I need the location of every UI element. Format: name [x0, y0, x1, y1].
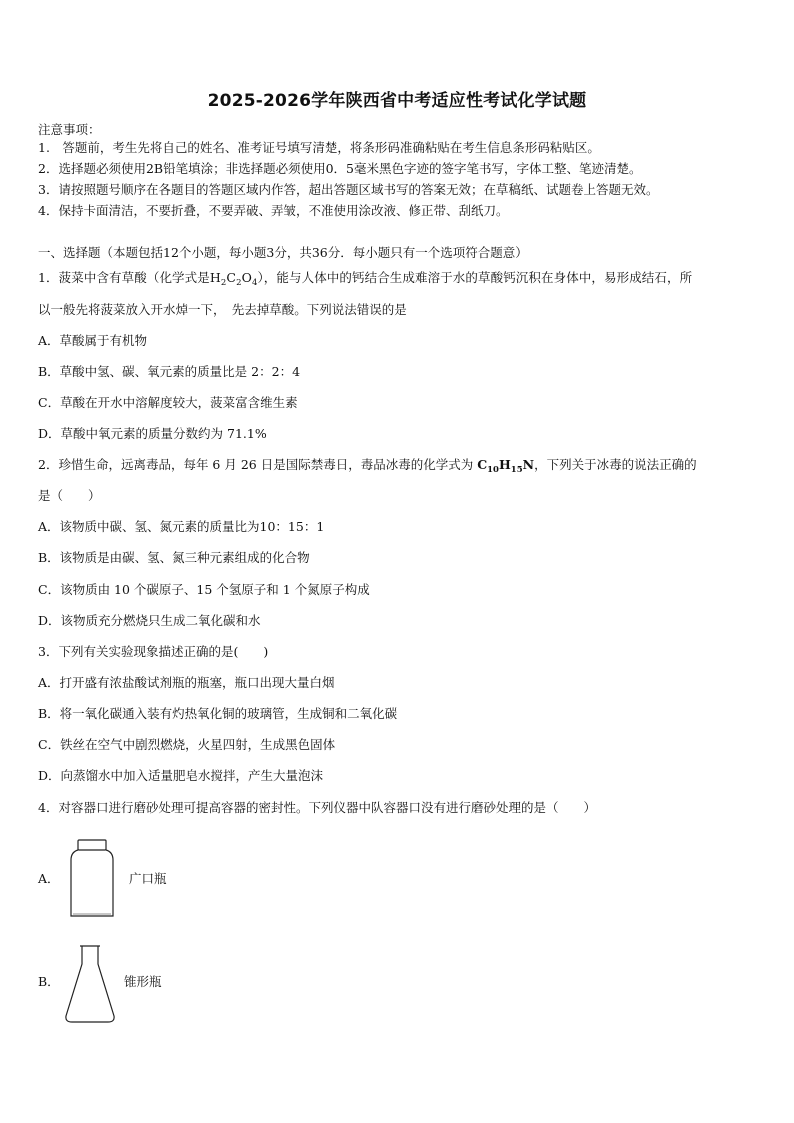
q4-option-a-name: 广口瓶 — [129, 871, 167, 886]
conical-flask-icon — [62, 942, 118, 1026]
q2-option-b[interactable]: B．该物质是由碳、氢、氮三种元素组成的化合物 — [38, 550, 310, 565]
q4-option-b-letter[interactable]: B． — [38, 974, 60, 989]
q3-option-d[interactable]: D．向蒸馏水中加入适量肥皂水搅拌，产生大量泡沫 — [38, 768, 324, 783]
notice-heading: 注意事项： — [38, 122, 101, 137]
q3-option-c[interactable]: C．铁丝在空气中剧烈燃烧，火星四射，生成黑色固体 — [38, 737, 336, 752]
question-1-stem-cont: 以一般先将菠菜放入开水焯一下， 先去掉草酸。下列说法错误的是 — [38, 302, 407, 317]
question-4-stem: 4．对容器口进行磨砂处理可提高容器的密封性。下列仪器中队容器口没有进行磨砂处理的是（ ） — [38, 800, 596, 815]
q4-option-a-letter[interactable]: A． — [38, 871, 60, 886]
question-1-stem: 1．菠菜中含有草酸（化学式是$H_2C_2O_4$），能与人体中的钙结合生成难溶于水的草酸钙沉积在身体中，易形成结石，所 — [38, 270, 693, 288]
q4-option-b-name: 锥形瓶 — [124, 974, 162, 989]
q3-option-b[interactable]: B．将一氧化碳通入装有灼热氧化铜的玻璃管，生成铜和二氧化碳 — [38, 706, 398, 721]
q1-option-a[interactable]: A．草酸属于有机物 — [38, 333, 148, 348]
q1-option-c[interactable]: C．草酸在开水中溶解度较大，菠菜富含维生素 — [38, 395, 298, 410]
q2-option-c[interactable]: C．该物质由 10 个碳原子、15 个氢原子和 1 个氮原子构成 — [38, 582, 370, 597]
section-heading: 一、选择题（本题包括12个小题，每小题3分，共36分．每小题只有一个选项符合题意） — [38, 245, 528, 260]
page-title: 2025-2026学年陕西省中考适应性考试化学试题 — [207, 91, 587, 111]
notice-item: 3．请按照题号顺序在各题目的答题区域内作答，超出答题区域书写的答案无效；在草稿纸、试题卷上答题无效。 — [38, 182, 659, 197]
question-3-stem: 3．下列有关实验现象描述正确的是( ) — [38, 644, 269, 659]
notice-item: 2．选择题必须使用2B铅笔填涂；非选择题必须使用0．5毫米黑色字迹的签字笔书写，字体工整、笔迹清楚。 — [38, 161, 642, 176]
question-2-stem: 2．珍惜生命，远离毒品，每年 6 月 26 日是国际禁毒日，毒品冰毒的化学式为 $C_{10}H_{15}N$，下列关于冰毒的说法正确的 — [38, 457, 697, 475]
q1-option-d[interactable]: D．草酸中氧元素的质量分数约为 71.1% — [38, 426, 267, 441]
wide-mouth-bottle-icon — [64, 838, 120, 920]
q1-option-b[interactable]: B．草酸中氢、碳、氧元素的质量比是 2：2：4 — [38, 364, 301, 379]
q2-option-d[interactable]: D．该物质充分燃烧只生成二氧化碳和水 — [38, 613, 261, 628]
notice-item: 4．保持卡面清洁，不要折叠，不要弄破、弄皱，不准使用涂改液、修正带、刮纸刀。 — [38, 203, 509, 218]
meth-formula: $C_{10}H_{15}N$ — [477, 457, 535, 475]
oxalic-acid-formula: $H_2C_2O_4$ — [209, 270, 258, 288]
q2-option-a[interactable]: A．该物质中碳、氢、氮元素的质量比为10：15：1 — [38, 519, 325, 534]
question-2-stem-cont: 是（ ） — [38, 488, 101, 503]
q3-option-a[interactable]: A．打开盛有浓盐酸试剂瓶的瓶塞，瓶口出现大量白烟 — [38, 675, 335, 690]
notice-item: 1. 答题前，考生先将自己的姓名、准考证号填写清楚，将条形码准确粘贴在考生信息条形码粘贴区。 — [38, 140, 600, 155]
